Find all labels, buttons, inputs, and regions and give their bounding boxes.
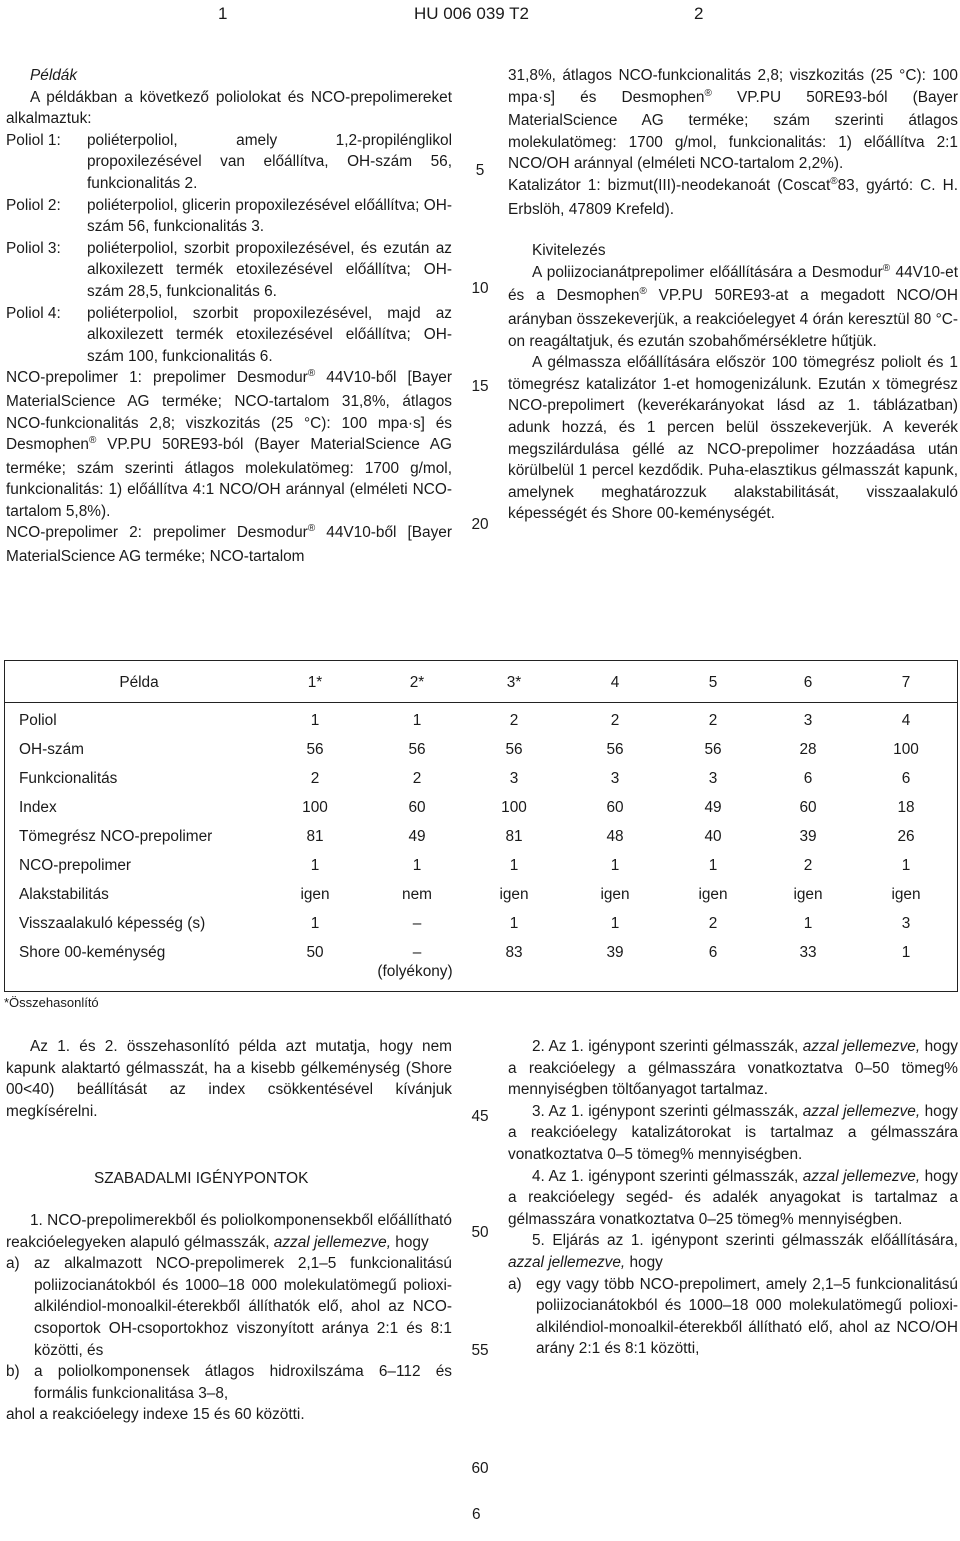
procedure-paragraph-1 xyxy=(508,262,958,352)
text-segment: 4. Az 1. igénypont szerinti gélmasszák, xyxy=(532,1167,803,1185)
table-cell: 1 xyxy=(610,857,620,874)
table-cell: 48 xyxy=(606,828,624,845)
text-segment: Katalizátor 1: bizmut(III)-neodekanoát (Coscat xyxy=(508,176,831,194)
table-cell: 60 xyxy=(606,799,624,816)
item-label: b) xyxy=(6,1363,20,1381)
table-cell: 39 xyxy=(606,944,624,961)
table-cell: igen xyxy=(300,886,330,903)
claim-1-closing: ahol a reakcióelegy indexe 15 és 60 közötti. xyxy=(6,1406,305,1424)
table-cell: 56 xyxy=(606,741,624,758)
item-text: a poliolkomponensek átlagos hidroxilszáma 6–112 és formális funkcionalitása 3–8, xyxy=(34,1363,452,1402)
text-segment: hogy a reakcióelegy a gélmasszára vonatkoztatva 0–50 tömeg% mennyiségben töltőanyagot tartalmaz. xyxy=(508,1038,958,1099)
results-table xyxy=(4,660,958,992)
table-row-label: Tömegrész NCO-prepolimer xyxy=(19,828,213,845)
table-row-label: Alakstabilitás xyxy=(19,886,109,903)
page-number-right: 2 xyxy=(694,4,704,23)
table-header-cell: 7 xyxy=(901,674,911,691)
claim-3 xyxy=(508,1101,958,1166)
polyol-text: poliéterpoliol, amely 1,2-propilénglikol propoxilezésével van előállítva, OH-szám 56, funkcionalitás 2. xyxy=(87,131,452,192)
prepolymer-2-continued xyxy=(508,65,958,175)
examples-heading: Példák xyxy=(30,67,78,84)
claim-1-item-b xyxy=(6,1361,452,1404)
table-cell: 49 xyxy=(408,828,426,845)
text-segment: NCO-prepolimer 1: prepolimer Desmodur xyxy=(6,369,308,387)
polyol-label: Poliol 4: xyxy=(6,304,61,322)
claim-2 xyxy=(508,1036,958,1101)
registered-mark: ® xyxy=(307,523,316,535)
polyol-definition xyxy=(6,195,452,238)
text-segment: azzal jellemezve, xyxy=(802,1038,921,1055)
prepolymer-1-description xyxy=(6,367,452,522)
table-cell: 6 xyxy=(708,944,718,961)
text-segment: azzal jellemezve, xyxy=(508,1253,626,1271)
table-cell: 1 xyxy=(901,944,911,961)
table-cell: 2 xyxy=(509,712,519,729)
comparison-paragraph: Az 1. és 2. összehasonlító példa azt mutatja, hogy nem kapunk alaktartó gélmasszát, ha a kisebb gélkeménység (Shore 00<40) beállítását az index csökkentésével kívánjuk megkísérelni. xyxy=(6,1038,452,1120)
table-cell: 1 xyxy=(509,857,519,874)
polyol-text: poliéterpoliol, szorbit propoxilezésével, és ezután az alkoxilezett termék etoxilezésével előállítva; OH-szám 28,5, funkcionalitás 6. xyxy=(87,239,452,300)
table-cell: igen xyxy=(891,886,921,903)
table-cell: 1 xyxy=(310,712,320,729)
line-number: 45 xyxy=(471,1108,489,1125)
claims-right-column xyxy=(508,1036,958,1360)
text-segment: 44V10-ből [Bayer MaterialScience AG terméke; NCO-tartalom 31,8%, átlagos NCO-funkcionalitás 2,8; viszkozitás (25 °C): 100 mpa·s] és Desmophen xyxy=(6,369,452,454)
registered-mark: ® xyxy=(830,175,838,187)
item-text: az alkalmazott NCO-prepolimerek 2,1–5 funkcionalitású poliizocianátokból és 1000–18 000 molekulatömegű polioxi-alkiléndiol-monoalkil-éterekből állíthatók elő, ahol az NCO-csoportok OH-csoportokhoz viszonyított aránya 2:1 és 8:1 közötti, és xyxy=(34,1255,452,1359)
claim-5-item-a xyxy=(508,1274,958,1360)
table-cell: 1 xyxy=(412,712,422,729)
polyol-definition xyxy=(6,130,452,195)
item-label: a) xyxy=(508,1275,522,1293)
table-cell: 100 xyxy=(893,741,919,758)
table-header-divider xyxy=(5,702,957,703)
text-segment: 1. NCO-prepolimerekből és poliolkomponensekből előállítható reakcióelegyeken alapuló gélmasszák, xyxy=(6,1211,452,1251)
table-cell: 56 xyxy=(505,741,523,758)
text-segment: 44V10-ből [Bayer MaterialScience AG terméke; NCO-tartalom xyxy=(6,524,452,566)
table-cell: 26 xyxy=(897,828,915,845)
table-cell: 1 xyxy=(803,915,813,932)
table-cell: igen xyxy=(793,886,823,903)
text-segment: NCO-prepolimer 2: prepolimer Desmodur xyxy=(6,524,308,542)
claim-1 xyxy=(6,1210,452,1253)
table-cell: 3 xyxy=(610,770,620,787)
text-segment: VP.PU 50RE93-ból (Bayer MaterialScience AG terméke; szám szerinti átlagos molekulatömeg: 1700 g/mol, funkcionalitás: 1) előállítva 2:1 NCO/OH aránnyal (elméleti NCO-tartalom 2,2%). xyxy=(508,88,958,173)
text-segment: 44V10-et és a Desmophen xyxy=(508,263,958,305)
claim-4 xyxy=(508,1166,958,1231)
examples-intro: A példákban a következő poliolokat és NCO-prepolimereket alkalmaztuk: xyxy=(6,88,452,128)
text-segment: hogy a reakcióelegy katalizátorokat is tartalmaz a gélmasszára vonatkoztatva 0–5 tömeg% mennyiségben. xyxy=(508,1102,958,1163)
table-cell: 28 xyxy=(799,741,817,758)
claim-1-item-a xyxy=(6,1253,452,1361)
table-cell: 4 xyxy=(901,712,911,729)
item-text: egy vagy több NCO-prepolimert, amely 2,1–5 funkcionalitású poliizocianátokból és 1000–18 000 molekulatömegű polioxi-alkiléndiol-monoalkil-éterekből állítható elő, ahol az NCO/OH arány 2:1 és 8:1 közötti, xyxy=(536,1275,958,1358)
text-segment: azzal jellemezve, xyxy=(802,1167,921,1185)
table-row-label: Funkcionalitás xyxy=(19,770,118,787)
line-number: 50 xyxy=(471,1224,489,1241)
page-footer-number: 6 xyxy=(472,1506,481,1523)
table-cell: 2 xyxy=(610,712,620,729)
text-segment: azzal jellemezve, xyxy=(273,1233,391,1251)
line-number: 15 xyxy=(471,378,489,395)
table-cell: 39 xyxy=(799,828,817,845)
examples-section xyxy=(6,65,452,568)
table-cell: – xyxy=(412,915,422,932)
table-cell: 60 xyxy=(799,799,817,816)
table-cell: 56 xyxy=(704,741,722,758)
registered-mark: ® xyxy=(704,87,712,99)
table-cell: 6 xyxy=(901,770,911,787)
prepolymer-2-description xyxy=(6,522,452,567)
table-header-cell: 5 xyxy=(708,674,718,691)
text-segment: VP.PU 50RE93-at a megadott NCO/OH arányban összekeverjük, a reakcióelegyet 4 órán keresztül 80 °C-on reagáltatjuk, és ezután szobahőmérsékletre hűtjük. xyxy=(508,287,959,350)
table-cell: 100 xyxy=(501,799,527,816)
registered-mark: ® xyxy=(307,368,316,380)
table-cell: 1 xyxy=(509,915,519,932)
table-row-label: Poliol xyxy=(19,712,57,729)
table-cell: nem xyxy=(402,886,432,903)
document-id: HU 006 039 T2 xyxy=(414,4,529,23)
line-number: 55 xyxy=(471,1342,489,1359)
table-cell: 1 xyxy=(310,857,320,874)
table-cell: 100 xyxy=(302,799,328,816)
table-cell: 40 xyxy=(704,828,722,845)
section-heading-kivitelezes: Kivitelezés xyxy=(532,242,606,260)
claims-heading: SZABADALMI IGÉNYPONTOK xyxy=(94,1170,309,1188)
table-cell: 2 xyxy=(708,712,718,729)
polyol-label: Poliol 2: xyxy=(6,196,61,214)
table-row-label: Visszaalakuló képesség (s) xyxy=(19,915,206,932)
line-number: 10 xyxy=(471,280,489,297)
table-header-cell: 2* xyxy=(409,674,425,691)
polyol-definition xyxy=(6,238,452,303)
table-cell: 1 xyxy=(708,857,718,874)
polyol-text: poliéterpoliol, szorbit propoxilezésével, majd az alkoxilezett termék etoxilezésével előállítva; OH-szám 100, funkcionalitás 6. xyxy=(87,304,452,365)
page-number-left: 1 xyxy=(218,4,228,23)
table-cell: 81 xyxy=(306,828,324,845)
table-header-cell: 3* xyxy=(506,674,522,691)
table-cell: 56 xyxy=(306,741,324,758)
table-cell: 3 xyxy=(901,915,911,932)
polyol-text: poliéterpoliol, glicerin propoxilezésével előállítva; OH-szám 56, funkcionalitás 3. xyxy=(87,196,452,236)
table-cell: 1 xyxy=(412,857,422,874)
table-header-cell: 6 xyxy=(803,674,813,691)
item-label: a) xyxy=(6,1255,20,1273)
table-cell: igen xyxy=(698,886,728,903)
table-cell: 1 xyxy=(610,915,620,932)
table-cell: 3 xyxy=(803,712,813,729)
table-cell: 6 xyxy=(803,770,813,787)
table-cell: 1 xyxy=(901,857,911,874)
table-cell: 81 xyxy=(505,828,523,845)
text-segment: hogy xyxy=(390,1233,429,1251)
text-segment: 83, gyártó: C. H. Erbslöh, 47809 Krefeld). xyxy=(508,176,958,218)
table-header-cell: Példa xyxy=(119,674,159,691)
polyol-label: Poliol 1: xyxy=(6,131,61,149)
table-cell: 2 xyxy=(803,857,813,874)
table-cell: 18 xyxy=(897,799,915,816)
table-header-cell: 4 xyxy=(610,674,620,691)
text-segment: VP.PU 50RE93-ból (Bayer MaterialScience AG terméke; szám szerinti átlagos molekulatömeg: 1700 g/mol, funkcionalitás: 1) előállítva 4:1 NCO/OH aránnyal (elméleti NCO-tartalom 5,8%). xyxy=(6,436,452,520)
table-cell: 60 xyxy=(408,799,426,816)
table-cell: 2 xyxy=(310,770,320,787)
table-row-label: Index xyxy=(19,799,57,816)
table-cell: – xyxy=(412,944,422,961)
line-number: 5 xyxy=(475,162,485,179)
procedure-paragraph-2: A gélmassza előállítására először 100 tömegrész poliolt és 1 tömegrész katalizátor 1-et homogenizálunk. Ezután x tömegrész NCO-prepolimert (keverékarányokat lásd az 1. táblázatban) adunk hozzá, és 1 percen belül összekeverjük. A keverék megszilárdulása géllé az NCO-prepolimer hozzáadása után körülbelül 1 percel kezdődik. Puha-elasztikus gélmasszát kapunk, amelynek meghatározzuk alakstabilitását, visszaalakuló képességét és Shore 00-keménységét. xyxy=(508,354,958,523)
table-header-cell: 1* xyxy=(307,674,323,691)
text-segment: hogy a reakcióelegy segéd- és adalék anyagokat is tartalmaz a gélmasszára vonatkoztatva 0–25 tömeg% mennyiségben. xyxy=(508,1167,958,1228)
shore-note: (folyékony) xyxy=(377,963,453,980)
table-cell: 3 xyxy=(509,770,519,787)
text-segment: A poliizocianátprepolimer előállítására a Desmodur xyxy=(532,263,883,281)
table-cell: 2 xyxy=(708,915,718,932)
line-number: 60 xyxy=(471,1460,489,1477)
table-row-label: Shore 00-keménység xyxy=(19,944,166,961)
table-cell: 33 xyxy=(799,944,817,961)
table-cell: 49 xyxy=(704,799,722,816)
table-cell: 50 xyxy=(306,944,324,961)
polyol-label: Poliol 3: xyxy=(6,239,61,257)
claims-left-column xyxy=(6,1036,452,1426)
table-cell: 1 xyxy=(310,915,320,932)
table-row-label: OH-szám xyxy=(19,741,84,758)
table-row-label: NCO-prepolimer xyxy=(19,857,132,874)
registered-mark: ® xyxy=(89,435,97,447)
table-cell: 2 xyxy=(412,770,422,787)
table-footnote: *Összehasonlító xyxy=(4,995,99,1010)
claim-5 xyxy=(508,1230,958,1273)
catalyst-description xyxy=(508,175,958,220)
line-number: 20 xyxy=(471,516,489,533)
table-cell: igen xyxy=(499,886,529,903)
text-segment: hogy xyxy=(625,1253,663,1271)
table-cell: 3 xyxy=(708,770,718,787)
polyol-definition xyxy=(6,303,452,368)
table-cell: 83 xyxy=(505,944,523,961)
text-segment: 5. Eljárás az 1. igénypont szerinti gélmasszák előállítására, xyxy=(532,1232,958,1250)
table-cell: 56 xyxy=(408,741,426,758)
text-segment: 31,8%, átlagos NCO-funkcionalitás 2,8; viszkozitás (25 °C): 100 mpa·s] és Desmophen xyxy=(508,67,958,106)
text-segment: 3. Az 1. igénypont szerinti gélmasszák, xyxy=(532,1102,803,1120)
text-segment: azzal jellemezve, xyxy=(802,1102,921,1120)
registered-mark: ® xyxy=(639,286,647,298)
text-segment: 2. Az 1. igénypont szerinti gélmasszák, xyxy=(532,1038,803,1055)
table-cell: igen xyxy=(600,886,630,903)
registered-mark: ® xyxy=(882,262,891,274)
examples-continued xyxy=(508,65,958,525)
